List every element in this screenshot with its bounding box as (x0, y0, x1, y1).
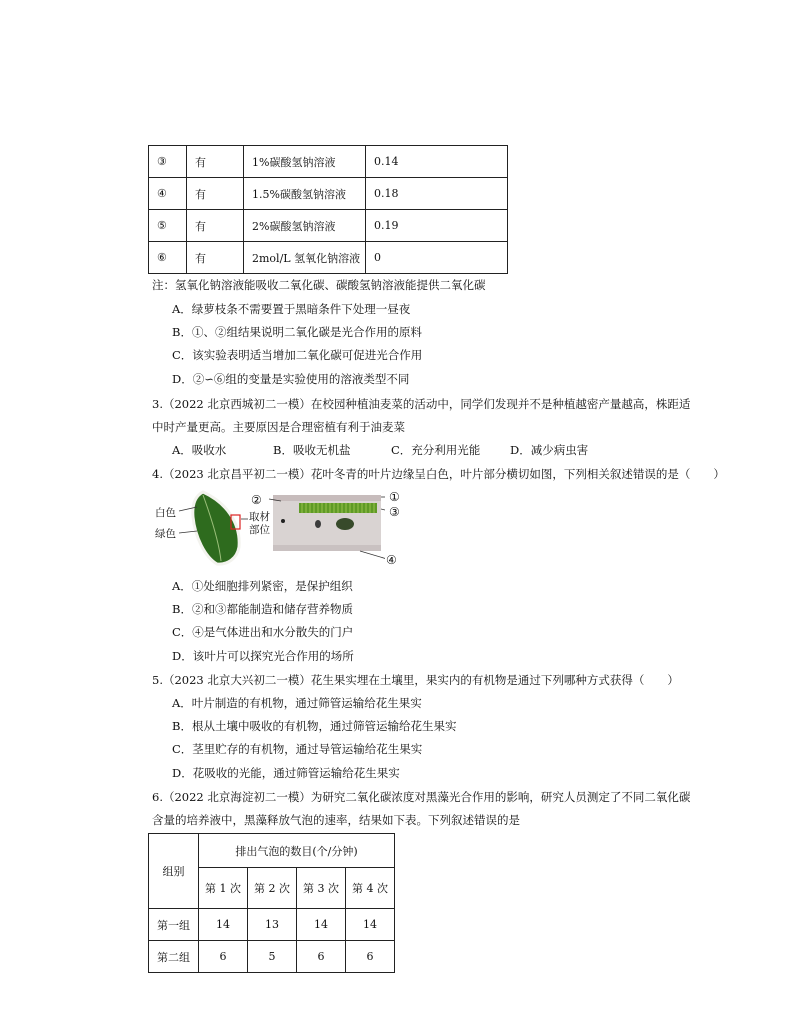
q4-option-a: A．①处细胞排列紧密，是保护组织 (172, 579, 353, 593)
vein-bundle (336, 518, 354, 530)
q3-option-d: D．减少病虫害 (510, 443, 589, 457)
q2-option-a: A．绿萝枝条不需要置于黑暗条件下处理一昼夜 (172, 302, 411, 316)
table-cell: 6 (199, 941, 248, 973)
sub-header: 第 2 次 (248, 868, 297, 909)
q4-stem: 4.（2023 北京昌平初二一模）花叶冬青的叶片边缘呈白色，叶片部分横切如图，下列相关叙述错误的是（ ） (152, 467, 725, 481)
table-cell: ⑥ (149, 242, 187, 274)
table-cell: 13 (248, 909, 297, 941)
q3-option-b: B．吸收无机盐 (273, 443, 351, 457)
table-cell: 0.18 (366, 178, 508, 210)
row-label: 第一组 (149, 909, 199, 941)
table-cell: 0.19 (366, 210, 508, 242)
sub-header: 第 4 次 (346, 868, 395, 909)
marker-4: ④ (386, 553, 397, 567)
table-row (149, 909, 395, 941)
q2-option-d: D．②∽⑥组的变量是实验使用的溶液类型不同 (172, 372, 410, 386)
span-header: 排出气泡的数目(个/分钟) (199, 834, 395, 868)
table-note: 注：氢氧化钠溶液能吸收二氧化碳、碳酸氢钠溶液能提供二氧化碳 (152, 278, 486, 292)
row-label: 第二组 (149, 941, 199, 973)
table-row (149, 178, 508, 210)
q3-stem-line2: 中时产量更高。主要原因是合理密植有利于油麦菜 (152, 420, 405, 434)
table-row (149, 210, 508, 242)
table-cell: 14 (297, 909, 346, 941)
leaf-figure-svg (155, 487, 385, 567)
label-sample-2: 部位 (249, 524, 270, 536)
q4-option-b: B．②和③都能制造和储存营养物质 (172, 602, 353, 616)
q3-stem-line1: 3.（2022 北京西城初二一模）在校园种植油麦菜的活动中，同学们发现并不是种植越密产量越高，株距适 (152, 397, 691, 411)
label-sample-1: 取材 (249, 511, 270, 523)
marker-2: ② (251, 493, 262, 507)
q5-option-b: B．根从土壤中吸收的有机物，通过筛管运输给花生果实 (172, 719, 457, 733)
q5-option-a: A．叶片制造的有机物，通过筛管运输给花生果实 (172, 696, 422, 710)
table-cell: 1.5%碳酸氢钠溶液 (244, 178, 366, 210)
leaf-cross-section-figure (155, 487, 385, 567)
table-cell: 6 (297, 941, 346, 973)
label-green: 绿色 (155, 528, 176, 540)
table-cell: ③ (149, 146, 187, 178)
q3-option-a: A．吸收水 (172, 443, 227, 457)
table-row (149, 146, 508, 178)
sub-header: 第 3 次 (297, 868, 346, 909)
q5-option-d: D．花吸收的光能，通过筛管运输给花生果实 (172, 766, 400, 780)
table-cell: 有 (187, 210, 244, 242)
q6-stem-line2: 含量的培养液中，黑藻释放气泡的速率，结果如下表。下列叙述错误的是 (152, 813, 520, 827)
table-row (149, 242, 508, 274)
marker-3: ③ (389, 505, 400, 519)
table-row (149, 941, 395, 973)
q5-stem: 5.（2023 北京大兴初二一模）花生果实埋在土壤里，果实内的有机物是通过下列哪种方式获得（ ） (152, 673, 679, 687)
table-cell: 6 (346, 941, 395, 973)
q4-option-d: D．该叶片可以探究光合作用的场所 (172, 649, 354, 663)
table-cell: 有 (187, 242, 244, 274)
marker-1: ① (389, 490, 400, 504)
table-cell: ④ (149, 178, 187, 210)
q4-option-c: C．④是气体进出和水分散失的门户 (172, 625, 354, 639)
label-white: 白色 (155, 507, 176, 519)
table-cell: ⑤ (149, 210, 187, 242)
q2-option-c: C．该实验表明适当增加二氧化碳可促进光合作用 (172, 348, 423, 362)
table-cell: 14 (199, 909, 248, 941)
q5-option-c: C．茎里贮存的有机物，通过导管运输给花生果实 (172, 742, 423, 756)
table-cell: 1%碳酸氢钠溶液 (244, 146, 366, 178)
table-header-row (149, 834, 395, 868)
leaf-icon (193, 492, 239, 564)
table-cell: 2%碳酸氢钠溶液 (244, 210, 366, 242)
q3-option-c: C．充分利用光能 (391, 443, 481, 457)
sub-header: 第 1 次 (199, 868, 248, 909)
q2-option-b: B．①、②组结果说明二氧化碳是光合作用的原料 (172, 325, 422, 339)
table-cell: 14 (346, 909, 395, 941)
table-cell: 5 (248, 941, 297, 973)
bubble-count-table (148, 833, 395, 973)
table-cell: 有 (187, 178, 244, 210)
table-cell: 2mol/L 氢氧化钠溶液 (244, 242, 366, 274)
table-cell: 有 (187, 146, 244, 178)
table-cell: 0.14 (366, 146, 508, 178)
table-cell: 0 (366, 242, 508, 274)
group-header: 组别 (149, 834, 199, 909)
experiment-table (148, 145, 508, 274)
q6-stem-line1: 6.（2022 北京海淀初二一模）为研究二氧化碳浓度对黑藻光合作用的影响，研究人员测定了不同二氧化碳 (152, 790, 691, 804)
